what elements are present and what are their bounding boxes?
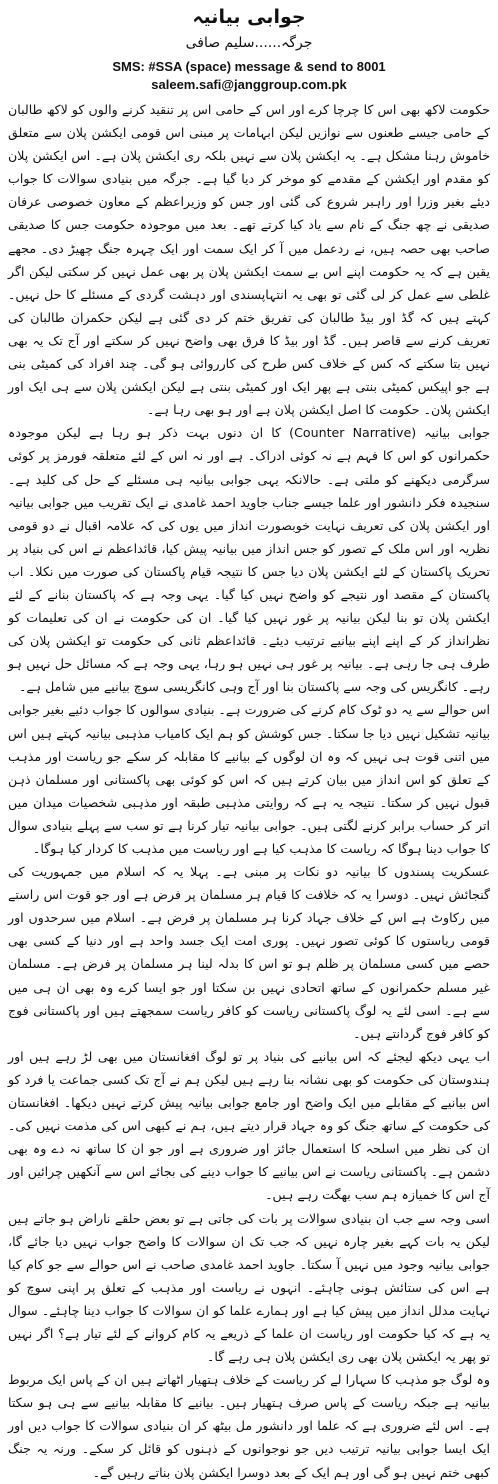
paragraph: عسکریت پسندوں کا بیانیہ دو نکات پر مبنی ہے۔ پہلا یہ کہ اسلام میں جمہوریت کی گنجائش نہیں۔ دوسرا یہ کہ خلافت کا قیام ہر مسلمان پر فرض ہے اور جو قوت اس راستے میں رکاوٹ ہے اس کے خلاف جہاد کرنا ہر مسلمان پر فرض ہے۔ اسلام میں سرحدوں اور قومی ریاستوں کا کوئی تصور نہیں۔ پوری امت ایک جسد واحد ہے اور دنیا کے کسی بھی حصے میں کسی مسلمان پر ظلم ہو تو اس کا بدلہ لینا ہر مسلمان پر فرض ہے۔ مسلمان غیر مسلم حکمرانوں کے ساتھ اتحادی نہیں بن سکتا اور جو ایسا کرے وہ بھی ان ہی میں سے ہے۔ اسی لئے یہ لوگ پاکستانی ریاست کو کافر ریاست سمجھتے ہیں اور پاکستانی فوج کو کافر فوج گردانتے ہیں۔	[8, 864, 490, 1041]
paragraph: اب یہی دیکھ لیجئے کہ اس بیانیے کی بنیاد پر تو لوگ افغانستان میں بھی لڑ رہے ہیں اور ہندوستان کی حکومت کو بھی نشانہ بنا رہے ہیں لیکن ہم نے آج تک کسی جماعت یا فرد کو اس بیانیے کے مقابلے میں ایک واضح اور جامع جوابی بیانیہ پیش کرتے نہیں دیکھا۔ افغانستان کی حکومت کے ساتھ جنگ کو وہ جہاد قرار دیتے ہیں، ہم نے کبھی اس کی مذمت نہیں کی۔ ان کی نظر میں اسلحہ کا استعمال جائز اور ضروری ہے اور جو ان کا ساتھ نہ دے وہ بھی دشمن ہے۔ پاکستانی ریاست نے اس بیانیے کا جواب دینے کی بجائے اس سے آنکھیں چرائیں اور آج اس کا خمیازہ ہم سب بھگت رہے ہیں۔	[8, 1048, 490, 1203]
paragraph: اسی وجہ سے جب ان بنیادی سوالات پر بات کی جاتی ہے تو بعض حلقے ناراض ہو جاتے ہیں لیکن یہ بات کہے بغیر چارہ نہیں کہ جب تک ان سوالات کا واضح جواب نہیں دیا جائے گا، جوابی بیانیہ وجود میں نہیں آ سکتا۔ جاوید احمد غامدی صاحب نے اس حوالے سے جو کام کیا ہے اس کی ستائش ہونی چاہئے۔ انہوں نے ریاست اور مذہب کے تعلق پر اپنی سوچ کو نہایت مدلل انداز میں پیش کیا ہے اور ہمارے علما کو ان سوالات کا جواب دینا چاہئے۔ سوال یہ ہے کہ کیا حکومت اور ریاست ان علما کے ذریعے یہ کام کروانے کے لئے تیار ہے؟ اگر نہیں تو پھر یہ ایکشن پلان بھی ری ایکشن پلان ہی رہے گا۔	[8, 1210, 490, 1365]
author-email: saleem.safi@janggroup.com.pk	[151, 77, 347, 92]
paragraph: وہ لوگ جو مذہب کا سہارا لے کر ریاست کے خلاف ہتھیار اٹھاتے ہیں ان کے پاس ایک مربوط بیانیہ ہے جبکہ ریاست کے پاس صرف ہتھیار ہیں۔ بیانیے کا مقابلہ بیانیے سے ہی ہو سکتا ہے۔ اس لئے ضروری ہے کہ علما اور دانشور مل بیٹھ کر ان بنیادی سوالات کا جواب دیں اور ایک ایسا جوابی بیانیہ ترتیب دیں جو نوجوانوں کے ذہنوں کو قائل کر سکے۔ ورنہ یہ جنگ کبھی ختم نہیں ہو گی اور ہم ایک کے بعد دوسرا ایکشن پلان بناتے رہیں گے۔	[8, 1372, 490, 1480]
column-byline: جرگہ......سلیم صافی	[185, 35, 313, 51]
paragraph: حکومت لاکھ بھی اس کا چرچا کرے اور اس کے حامی اس پر تنقید کرنے والوں کو لاکھ طالبان کے حامی جیسے طعنوں سے نوازیں لیکن ابہامات پر مبنی اس قومی ایکشن پلان سے متعلق خاموش رہنا مشکل ہے۔ یہ ایکشن پلان سے نہیں بلکہ ری ایکشن پلان ہے۔ اس ایکشن پلان کو مقدم اور ایکشن کے مقدمے کو موخر کر دیا گیا ہے۔ جرگہ میں بنیادی سوالات کا جواب دیئے بغیر وزرا اور راہبر شروع کی گئی اور جس کو وزیراعظم کے معاون خصوصی عرفان صدیقی نے چھ جنگ کے نام سے یاد کیا کرتے تھے۔ بعد میں موجودہ حکومت جس کا صدیقی صاحب بھی حصہ ہیں، نے ردعمل میں آ کر ایک سمت اور ایک چہرہ جنگ چھیڑ دی۔ مجھے یقین ہے کہ یہ حکومت اپنے اس بے سمت ایکشن پلان پر بھی عمل نہیں کر سکتی لیکن اگر غلطی سے عمل کر لی گئی تو بھی یہ انتہاپسندی اور دہشت گردی کے مسئلے کا حل نہیں۔ کہتے ہیں کہ گڈ اور بیڈ طالبان کی تفریق ختم کر دی گئی ہے لیکن حکمران طالبان کی تعریف کرنے سے قاصر ہیں۔ گڈ اور بیڈ کا فرق بھی واضح نہیں کر سکتے اور آج تک یہ بھی نہیں بتا سکتے کہ کس کے خلاف کس طرح کی کارروائی ہو گی۔ چند افراد کی کمیٹی بنی ہے جو اپیکس کمیٹی بنتی ہے پھر ایک اور کمیٹی بنتی ہے لیکن ایکشن پلان سے ہی ایک اور ایکشن پلان۔ حکومت کا اصل ایکشن پلان ہے اور ہو بھی رہا ہے۔	[8, 102, 490, 418]
paragraph: اس حوالے سے یہ دو ٹوک کام کرنے کی ضرورت ہے۔ بنیادی سوالوں کا جواب دئیے بغیر جوابی بیانیہ تشکیل نہیں دیا جا سکتا۔ جس کوشش کو ہم ایک کامیاب مذہبی بیانیہ کہتے ہیں اس میں اتنی قوت ہی نہیں کہ وہ ان لوگوں کے بیانیے کا مقابلہ کر سکے جو ریاست اور مذہب کے تعلق کو اس انداز میں بیان کرتے ہیں کہ اس کو کوئی بھی پاکستانی اور مسلمان ذہن قبول نہیں کر سکتا۔ نتیجہ یہ ہے کہ روایتی مذہبی طبقہ اور مذہبی شخصیات میدان میں اتر کر حساب برابر کرنے لگتی ہیں۔ جوابی بیانیہ تیار کرنا ہے تو سب سے پہلے بنیادی سوال کا جواب دینا ہوگا کہ ریاست کا مذہب کیا ہے اور ریاست میں مذہب کا کردار کیا ہوگا۔	[8, 702, 490, 856]
column-title: جوابی بیانیہ	[192, 6, 306, 28]
paragraph: جوابی بیانیہ (Counter Narrative) کا ان دنوں بہت ذکر ہو رہا ہے لیکن موجودہ حکمرانوں کو اس کا فہم ہے نہ کوئی ادراک۔ ہے اور نہ اس کے لئے متعلقہ فورمز پر کوئی سرگرمی دیکھنے کو ملتی ہے۔ حالانکہ یہی جوابی بیانیہ ہی مسئلے کے حل کی کلید ہے۔ سنجیدہ فکر دانشور اور علما جیسے جناب جاوید احمد غامدی نے ایک تقریب میں جوابی بیانیہ اور ایکشن پلان کی تعریف نہایت خوبصورت انداز میں یوں کی کہ علامہ اقبال نے دو قومی نظریہ اور اس ملک کے تصور کو جس انداز میں بیانیہ پیش کیا، قائداعظم نے اس کی بنیاد پر تحریک پاکستان کے لئے ایکشن پلان دیا جس کا نتیجہ قیام پاکستان کی صورت میں نکلا۔ اب پاکستان کے مقصد اور نتیجے کو واضح نہیں کیا گیا۔ یہی وجہ ہے کہ پاکستان بنانے کے لئے ایکشن پلان تو بنا لیکن بیانیہ پر غور نہیں کیا گیا۔ ان کی حکومت نے ان کی تعلیمات کو نظرانداز کر کے اپنے اپنے بیانیے ترتیب دیئے۔ قائداعظم ثانی کی حکومت تو ایکشن پلان کی طرف ہی جا رہی ہے۔ بیانیہ پر غور ہی نہیں ہو رہا، یہی وجہ ہے کہ مسائل حل نہیں ہو رہے۔ کانگریس کی وجہ سے پاکستان بنا اور آج وہی کانگریسی سوچ بیانیے میں شامل ہے۔	[8, 425, 490, 695]
column-header	[6, 4, 492, 94]
column-body	[6, 98, 492, 1480]
sms-instructions: SMS: #SSA (space) message & send to 8001	[112, 59, 386, 74]
